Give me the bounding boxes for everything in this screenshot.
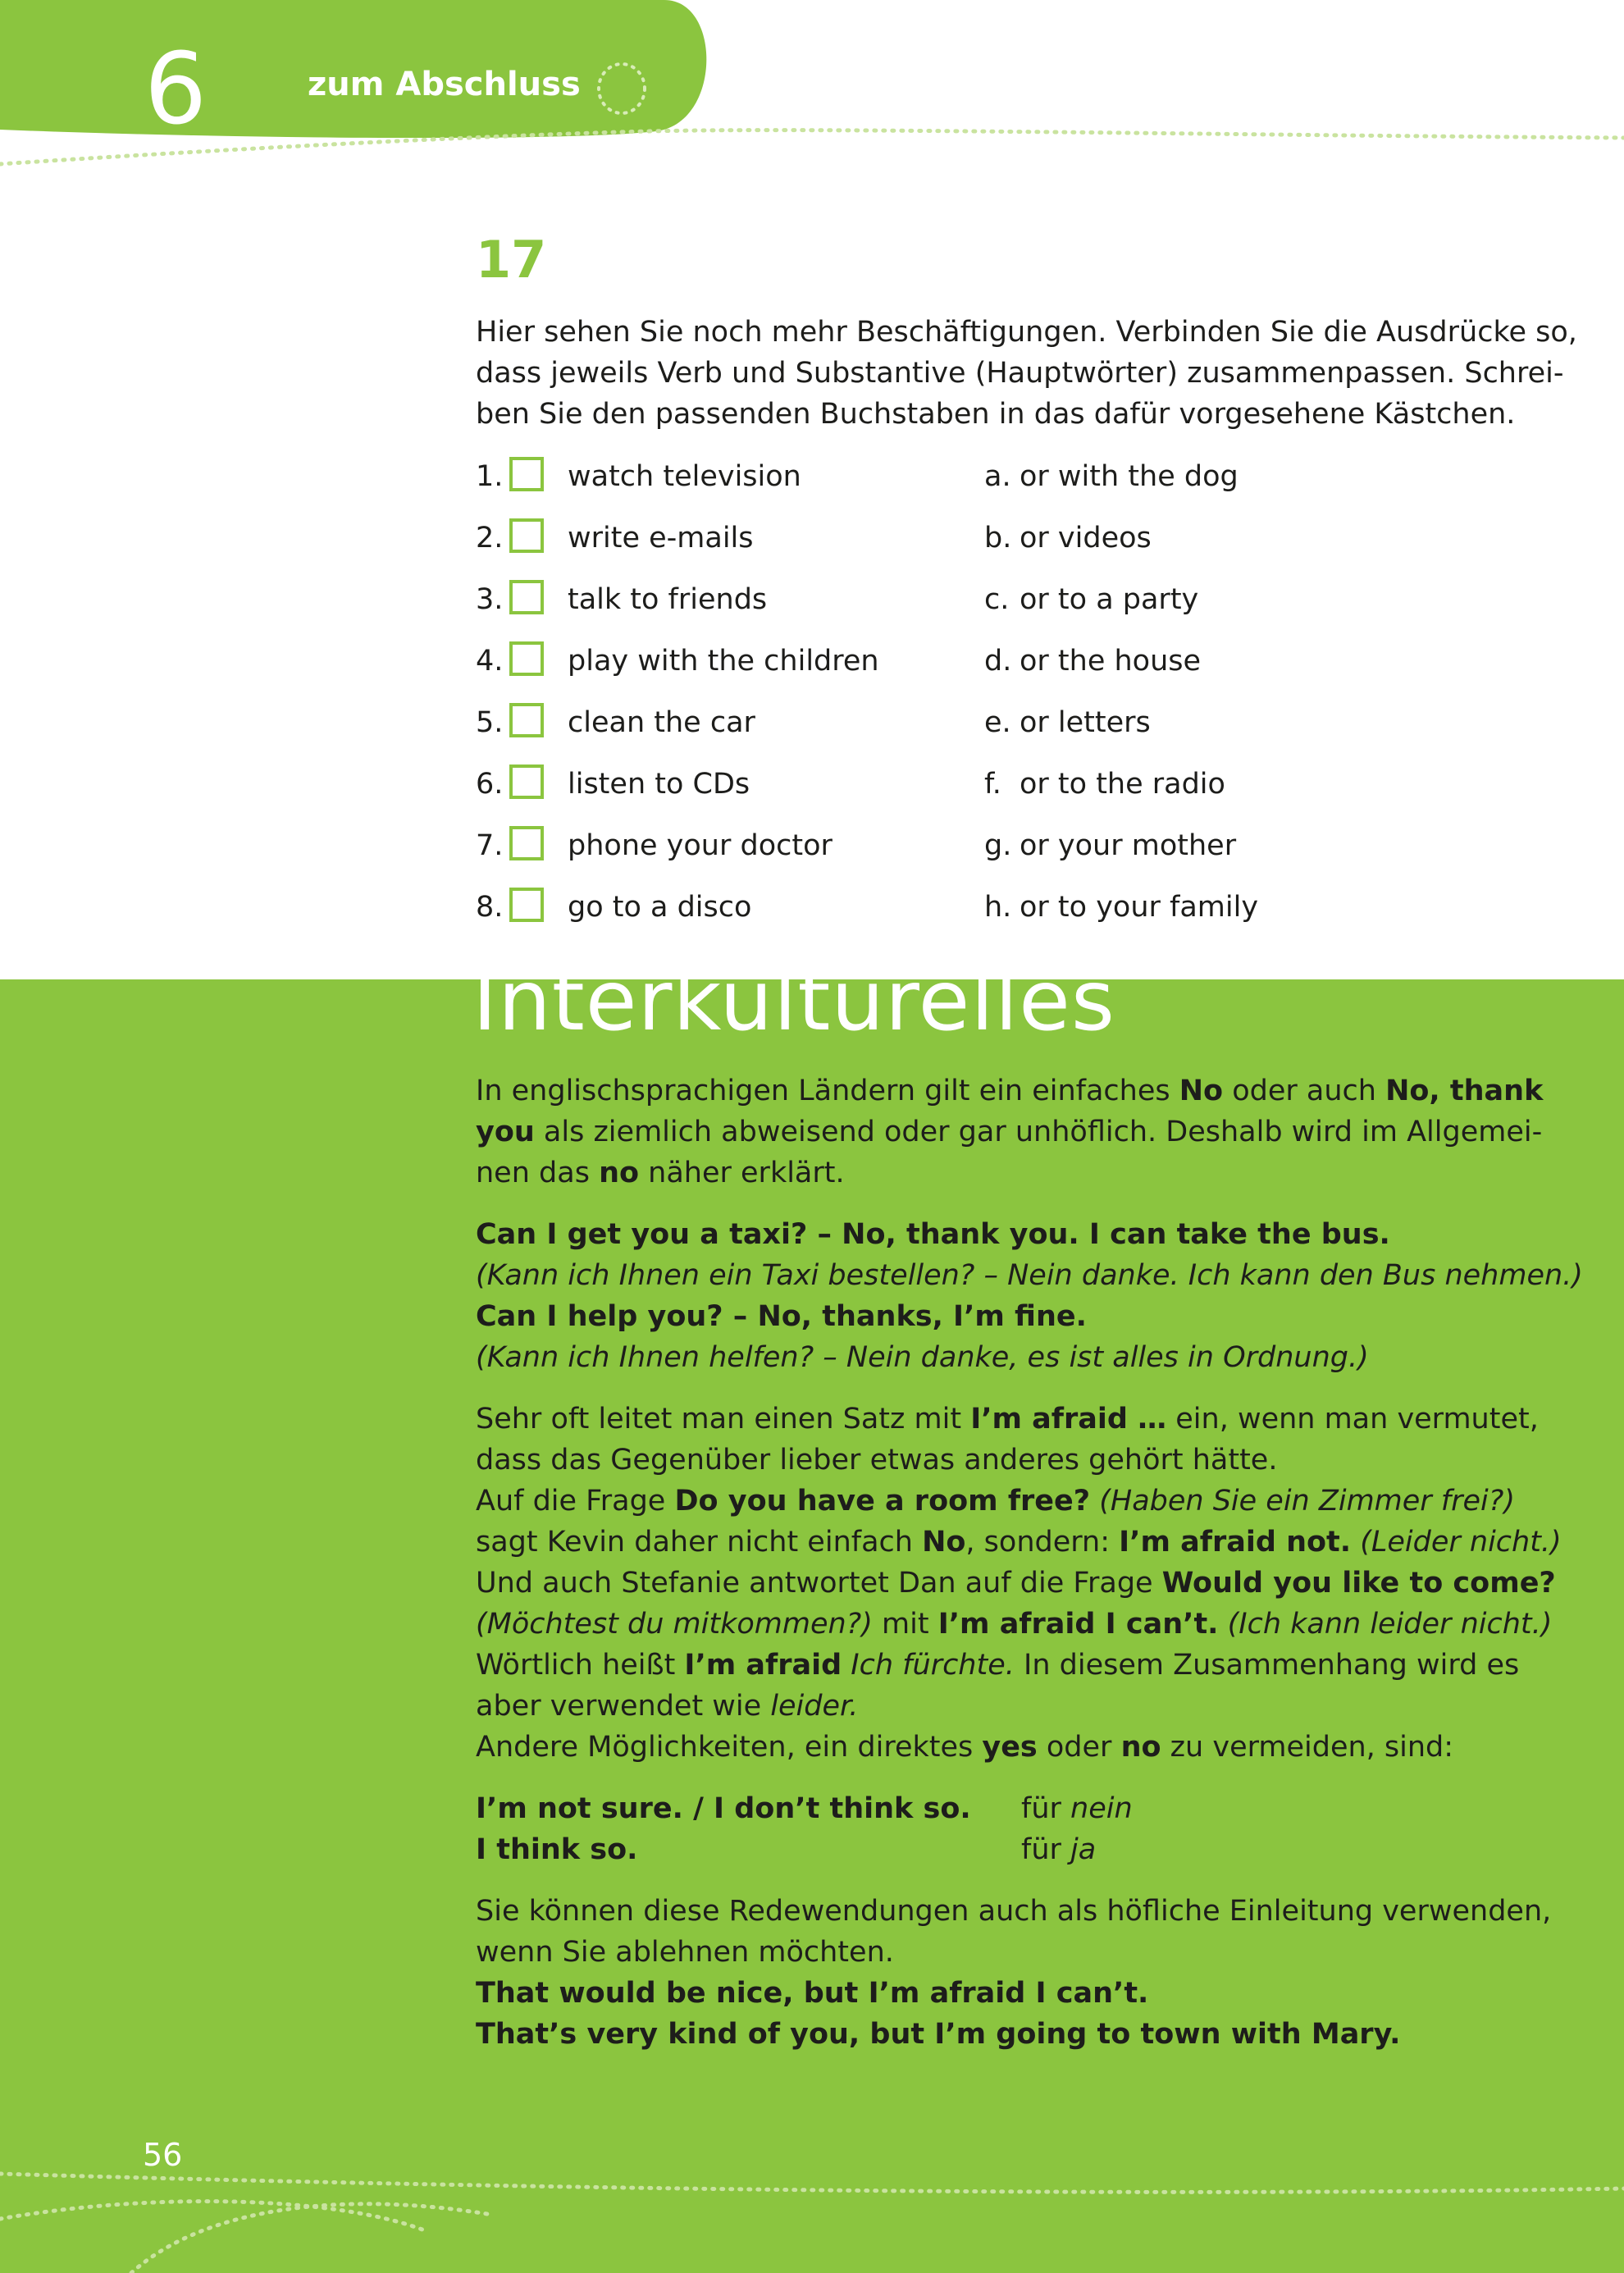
exercise-instruction-line: Hier sehen Sie noch mehr Beschäftigungen. Verbinden Sie die Ausdrücke so, [476,316,1577,349]
match-ending: or videos [1020,522,1152,555]
exercise-item [476,823,1542,869]
paragraph-line: Sie können diese Redewendungen auch als höfliche Einleitung verwenden, [476,1895,1552,1928]
item-phrase: write e-mails [568,522,754,555]
answer-box[interactable] [509,580,544,614]
match-letter: g. [984,829,1012,862]
exercise-item [476,454,1542,500]
item-number: 3. [476,583,504,616]
example-sentence: Can I get you a taxi? – No, thank you. I can take the bus. [476,1218,1390,1251]
exercise-item [476,638,1542,684]
answer-box[interactable] [509,703,544,737]
answer-box[interactable] [509,765,544,799]
item-phrase: go to a disco [568,891,752,924]
exercise-instruction-line: dass jeweils Verb und Substantive (Hauptwörter) zusammenpassen. Schrei- [476,357,1564,390]
paragraph-line: wenn Sie ablehnen möchten. [476,1936,894,1969]
match-ending: or the house [1020,645,1202,678]
match-letter: f. [984,768,1001,801]
paragraph-line: Wörtlich heißt I’m afraid Ich fürchte. In diesem Zusammenhang wird es [476,1649,1520,1682]
match-ending: or to a party [1020,583,1199,616]
paragraph-line: Sehr oft leitet man einen Satz mit I’m afraid … ein, wenn man vermutet, [476,1403,1539,1435]
item-phrase: clean the car [568,706,755,739]
match-ending: or letters [1020,706,1151,739]
section-heading: Interkulturelles [472,952,1115,1042]
phrase-english: I think so. [476,1833,638,1866]
match-ending: or with the dog [1020,460,1239,493]
paragraph-line: sagt Kevin daher nicht einfach No, sondern: I’m afraid not. (Leider nicht.) [476,1526,1562,1559]
example-sentence: Can I help you? – No, thanks, I’m fine. [476,1300,1087,1333]
footer-decoration [0,2141,1624,2273]
exercise-item [476,515,1542,561]
item-number: 7. [476,829,504,862]
match-ending: or to your family [1020,891,1259,924]
example-sentence: That would be nice, but I’m afraid I can’t. [476,1977,1149,2010]
answer-box[interactable] [509,826,544,860]
phrase-english: I’m not sure. / I don’t think so. [476,1792,971,1825]
example-translation: (Kann ich Ihnen helfen? – Nein danke, es ist alles in Ordnung.) [476,1341,1369,1374]
chapter-number: 6 [144,33,208,147]
answer-box[interactable] [509,518,544,553]
exercise-instruction-line: ben Sie den passenden Buchstaben in das dafür vorgesehene Kästchen. [476,398,1516,431]
item-phrase: listen to CDs [568,768,750,801]
paragraph-line: dass das Gegenüber lieber etwas anderes gehört hätte. [476,1444,1278,1477]
paragraph-line: Andere Möglichkeiten, ein direktes yes oder no zu vermeiden, sind: [476,1731,1454,1764]
match-ending: or your mother [1020,829,1237,862]
paragraph-line: In englischsprachigen Ländern gilt ein einfaches No oder auch No, thank [476,1075,1544,1107]
item-phrase: talk to friends [568,583,768,616]
item-phrase: phone your doctor [568,829,833,862]
answer-box[interactable] [509,457,544,491]
exercise-item [476,577,1542,623]
match-letter: a. [984,460,1011,493]
phrase-german: für ja [1021,1833,1097,1866]
example-translation: (Kann ich Ihnen ein Taxi bestellen? – Nein danke. Ich kann den Bus nehmen.) [476,1259,1583,1292]
example-sentence: That’s very kind of you, but I’m going to town with Mary. [476,2018,1401,2051]
match-ending: or to the radio [1020,768,1225,801]
item-phrase: play with the children [568,645,879,678]
match-letter: c. [984,583,1010,616]
answer-box[interactable] [509,641,544,676]
page-number: 56 [143,2137,183,2173]
paragraph-line: (Möchtest du mitkommen?) mit I’m afraid I can’t. (Ich kann leider nicht.) [476,1608,1553,1641]
match-letter: d. [984,645,1012,678]
item-number: 8. [476,891,504,924]
match-letter: h. [984,891,1012,924]
paragraph-line: aber verwendet wie leider. [476,1690,859,1723]
exercise-item [476,884,1542,930]
item-number: 4. [476,645,504,678]
exercise-number: 17 [476,230,547,290]
chapter-title: zum Abschluss [308,66,581,103]
paragraph-line: nen das no näher erklärt. [476,1157,845,1189]
answer-box[interactable] [509,888,544,922]
item-number: 6. [476,768,504,801]
paragraph-line: Auf die Frage Do you have a room free? (Haben Sie ein Zimmer frei?) [476,1485,1516,1518]
paragraph-line: you als ziemlich abweisend oder gar unhöflich. Deshalb wird im Allgemei- [476,1116,1543,1148]
header-tab [0,0,1624,189]
phrase-german: für nein [1021,1792,1133,1825]
item-phrase: watch television [568,460,801,493]
item-number: 1. [476,460,504,493]
paragraph-line: Und auch Stefanie antwortet Dan auf die Frage Would you like to come? [476,1567,1556,1600]
match-letter: b. [984,522,1012,555]
match-letter: e. [984,706,1011,739]
item-number: 2. [476,522,504,555]
exercise-item [476,700,1542,746]
exercise-item [476,761,1542,807]
item-number: 5. [476,706,504,739]
